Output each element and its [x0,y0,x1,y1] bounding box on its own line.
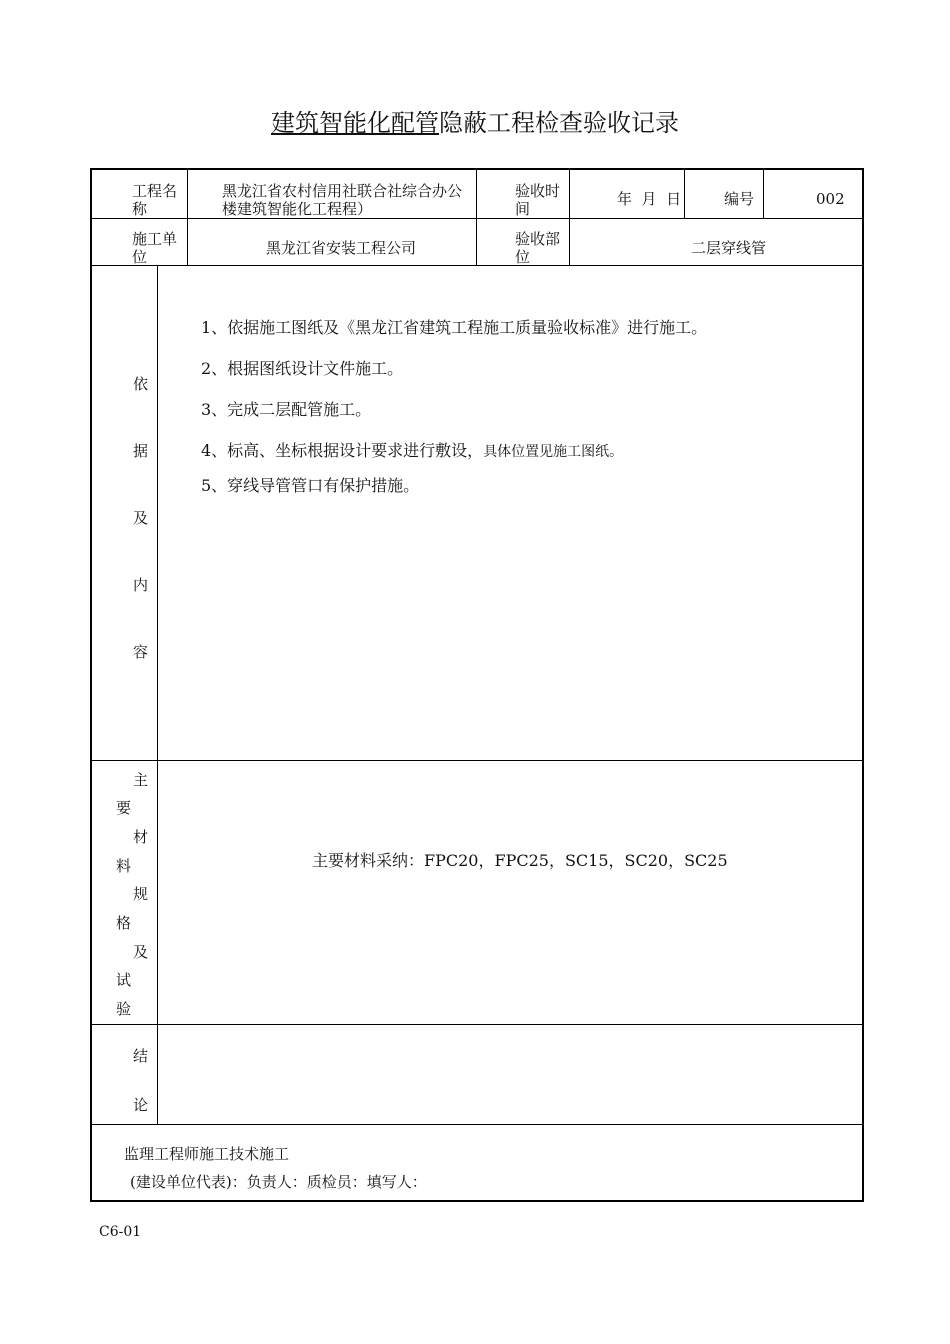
materials-label-char: 材 [133,828,149,846]
basis-item-small-text: 具体位置见施工图纸。 [483,444,624,460]
construction-unit-label: 施工单位 [132,230,178,265]
basis-item: 5、穿线导管管口有保护措施。 [201,476,420,495]
materials-label-char: 及 [133,943,149,961]
basis-label-char: 据 [133,442,149,460]
basis-item: 4、标高、坐标根据设计要求进行敷设，具体位置见施工图纸。 [201,441,624,460]
header-col-divider-3 [569,168,570,266]
table-border-top [90,168,864,170]
materials-label-char: 试 [116,971,132,989]
accept-time-value: 年 月 日 [617,190,682,208]
materials-label-char: 主 [133,771,149,789]
materials-label-char: 格 [116,914,132,932]
accept-time-label: 验收时间 [515,182,561,218]
materials-label-char: 要 [116,799,132,817]
row-divider-5 [90,1124,864,1125]
basis-label-char: 依 [133,375,149,393]
materials-label-char: 规 [133,885,149,903]
project-name-value: 黑龙江省农村信用社联合社综合办公楼建筑智能化工程程） [222,182,463,218]
accept-part-value: 二层穿线管 [691,239,767,257]
header-col-divider-1 [187,168,188,266]
title-underlined-part: 建筑智能化配管 [271,109,439,137]
number-value: 002 [816,190,845,208]
accept-part-label: 验收部位 [515,230,561,265]
conclusion-label-char: 论 [133,1096,149,1114]
header-col-divider-5 [763,168,764,219]
basis-label-char: 及 [133,509,149,527]
header-col-divider-2 [476,168,477,266]
table-border-bottom [90,1200,864,1202]
title-rest-part: 隐蔽工程检查验收记录 [439,109,679,137]
basis-label-char: 内 [133,576,149,594]
row-divider-3 [90,760,864,761]
materials-label-char: 验 [116,1000,132,1018]
table-border-right [862,168,864,1202]
form-code: C6-01 [99,1224,142,1240]
number-label: 编号 [724,190,755,208]
header-col-divider-4 [684,168,685,219]
project-name-label: 工程名称 [132,182,178,218]
page-title [0,108,950,138]
materials-text: 主要材料采纳：FPC20，FPC25，SC15，SC20，SC25 [312,851,728,870]
signature-line-2: (建设单位代表)：负责人：质检员：填写人： [130,1173,427,1191]
row-divider-2 [90,265,864,266]
materials-label-char: 料 [116,857,132,875]
basis-label-char: 容 [133,643,149,661]
basis-item: 2、根据图纸设计文件施工。 [201,359,404,378]
table-border-left [90,168,92,1202]
row-divider-4 [90,1024,864,1025]
signature-line-1: 监理工程师施工技术施工 [124,1145,290,1163]
basis-item: 1、依据施工图纸及《黑龙江省建筑工程施工质量验收标准》进行施工。 [201,318,708,337]
construction-unit-value: 黑龙江省安装工程公司 [266,239,417,257]
conclusion-label-char: 结 [133,1047,149,1065]
basis-item: 3、完成二层配管施工。 [201,400,372,419]
body-label-column-divider [157,265,158,1125]
row-divider-1 [90,218,864,219]
